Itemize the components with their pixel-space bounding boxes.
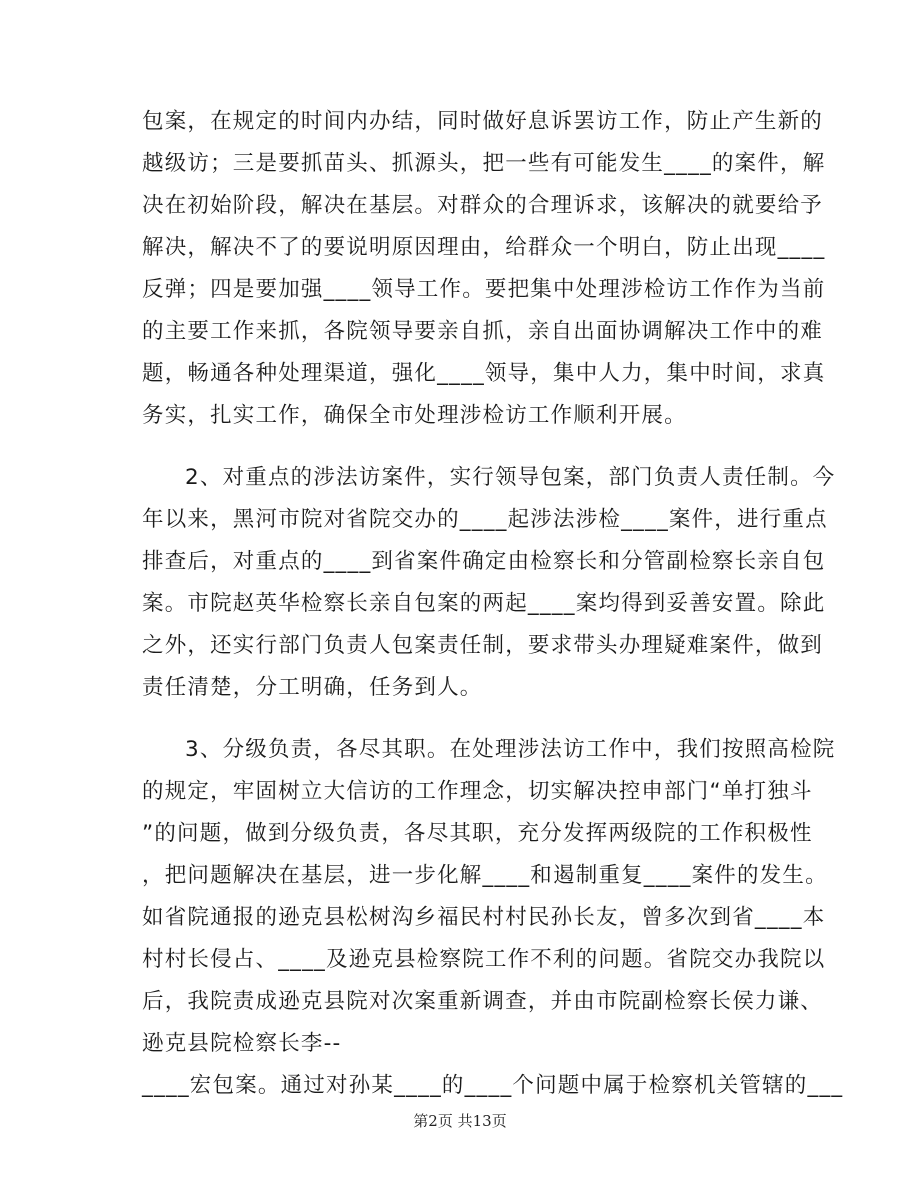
text-line: 的规定，牢固树立大信访的工作理念，切实解决控申部门“单打独斗 xyxy=(142,779,813,804)
paragraph-gap xyxy=(142,709,782,729)
text-line: ，把问题解决在基层，进一步化解____和遏制重复____案件的发生。 xyxy=(142,863,828,888)
text-line: 的主要工作来抓，各院领导要亲自抓，亲自出面协调解决工作中的难 xyxy=(142,319,824,344)
body-text xyxy=(142,101,844,1107)
text-line: 逊克县院检察长李-- xyxy=(142,1031,342,1056)
text-line: 之外，还实行部门负责人包案责任制，要求带头办理疑难案件，做到 xyxy=(142,633,824,658)
paragraph-gap xyxy=(142,437,782,457)
text-line: 年以来，黑河市院对省院交办的____起涉法涉检____案件，进行重点 xyxy=(142,507,828,532)
text-line: 村村长侵占、____及逊克县检察院工作不利的问题。省院交办我院以 xyxy=(142,947,826,972)
text-line: 后，我院责成逊克县院对次案重新调查，并由市院副检察长侯力谦、 xyxy=(142,989,824,1014)
text-line: 3、分级负责，各尽其职。在处理涉法访工作中，我们按照高检院 xyxy=(185,737,836,762)
text-line: 决在初始阶段，解决在基层。对群众的合理诉求，该解决的就要给予 xyxy=(142,193,824,218)
text-line: 解决，解决不了的要说明原因理由，给群众一个明白，防止出现____ xyxy=(142,235,826,260)
text-line: 题，畅通各种处理渠道，强化____领导，集中人力，集中时间，求真 xyxy=(142,361,826,386)
text-line: ”的问题，做到分级负责，各尽其职，充分发挥两级院的工作积极性 xyxy=(142,821,813,846)
text-line: 包案，在规定的时间内办结，同时做好息诉罢访工作，防止产生新的 xyxy=(142,109,824,134)
text-line: ____宏包案。通过对孙某____的____个问题中属于检察机关管辖的___ xyxy=(142,1073,844,1098)
text-line: 越级访；三是要抓苗头、抓源头，把一些有可能发生____的案件，解 xyxy=(142,151,826,176)
text-line: 案。市院赵英华检察长亲自包案的两起____案均得到妥善安置。除此 xyxy=(142,591,826,616)
text-line: 责任清楚，分工明确，任务到人。 xyxy=(142,675,483,700)
text-line: 反弹；四是要加强____领导工作。要把集中处理涉检访工作作为当前 xyxy=(142,277,826,302)
text-line: 2、对重点的涉法访案件，实行领导包案，部门负责人责任制。今 xyxy=(185,465,836,490)
page-number-footer: 第2页 共13页 xyxy=(413,1112,507,1130)
text-line: 排查后，对重点的____到省案件确定由检察长和分管副检察长亲自包 xyxy=(142,549,826,574)
text-line: 务实，扎实工作，确保全市处理涉检访工作顺利开展。 xyxy=(142,403,687,428)
text-line: 如省院通报的逊克县松树沟乡福民村村民孙长友，曾多次到省____本 xyxy=(142,905,826,930)
